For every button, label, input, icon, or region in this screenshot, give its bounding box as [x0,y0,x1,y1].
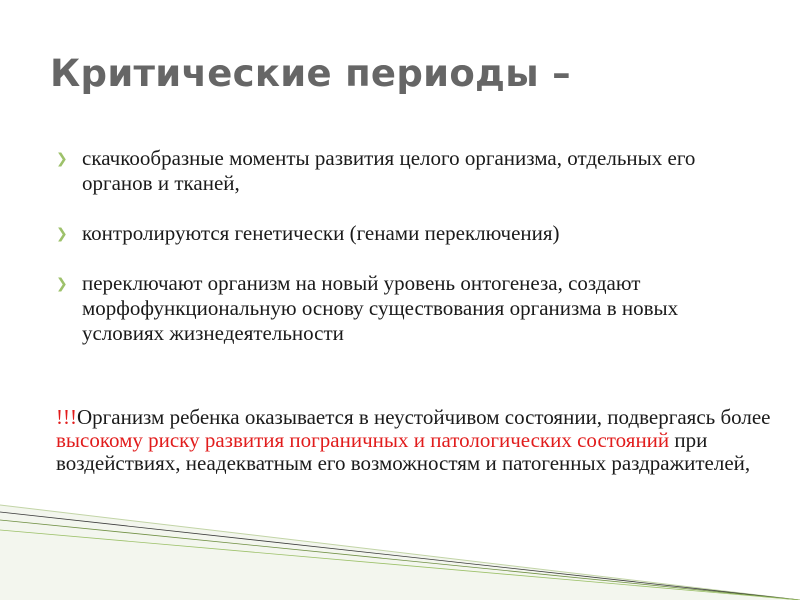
chevron-right-icon: ❯ [56,226,68,242]
note-highlight: высокому риску развития пограничных и патологических состояний [56,428,670,452]
slide-title: Критические периоды – [50,52,571,95]
bullet-text: скачкообразные моменты развития целого организма, отдельных его органов и тканей, [82,146,696,195]
bullet-text: переключают организм на новый уровень онтогенеза, создают морфофункциональную основу существования организма в новых условиях жизнедеятельности [82,271,679,345]
bullet-item [56,221,756,246]
chevron-right-icon: ❯ [56,276,68,292]
note-text-after: при воздействиях, неадекватным его возможностям и патогенных раздражителей, [56,428,751,475]
bullet-text: контролируются генетически (генами переключения) [82,221,560,245]
chevron-right-icon: ❯ [56,151,68,167]
note-prefix: !!! [56,405,77,429]
bullet-item [56,271,756,346]
bullet-list [56,146,756,371]
note-paragraph [56,406,776,475]
bullet-item [56,146,756,196]
note-text-before: Организм ребенка оказывается в неустойчивом состоянии, подвергаясь более [76,405,771,429]
